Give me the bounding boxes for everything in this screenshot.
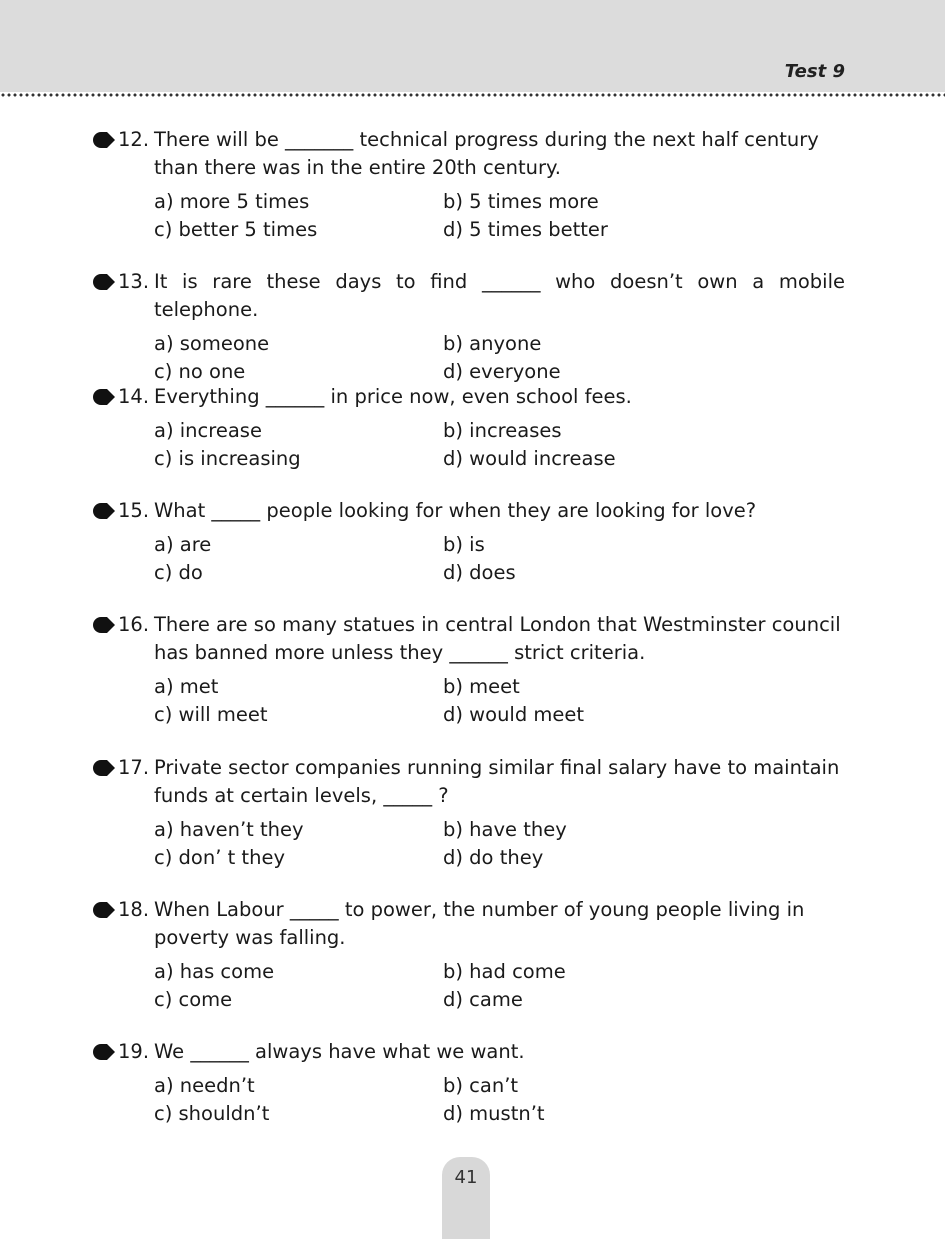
option-a[interactable]: a) needn’t (154, 1074, 255, 1097)
option-b[interactable]: b) is (443, 533, 485, 556)
page-header (0, 0, 945, 92)
question-16 (90, 611, 845, 729)
page-number-tab (442, 1157, 490, 1239)
option-a[interactable]: a) someone (154, 332, 270, 355)
question-text-line: 18. When Labour _____ to power, the number of young people living in (90, 896, 845, 924)
question-number: 16. (118, 613, 150, 636)
question-text-line: 14. Everything ______ in price now, even school fees. (90, 383, 845, 411)
arrow-right-icon (92, 502, 116, 520)
option-a[interactable]: a) are (154, 533, 212, 556)
option-d[interactable]: d) 5 times better (443, 218, 608, 241)
option-c[interactable]: c) will meet (154, 703, 268, 726)
dotted-divider (0, 91, 945, 99)
option-d[interactable]: d) came (443, 988, 523, 1011)
question-text-line: 19. We ______ always have what we want. (90, 1038, 845, 1066)
question-text-line: than there was in the entire 20th century. (154, 156, 562, 179)
option-c[interactable]: c) don’ t they (154, 846, 285, 869)
options (90, 531, 845, 587)
arrow-right-icon (92, 759, 116, 777)
option-c[interactable]: c) is increasing (154, 447, 301, 470)
question-number: 18. (118, 898, 150, 921)
option-c[interactable]: c) come (154, 988, 233, 1011)
question-text-line: poverty was falling. (154, 926, 346, 949)
options (90, 673, 845, 729)
option-b[interactable]: b) can’t (443, 1074, 519, 1097)
question-text-line: funds at certain levels, _____ ? (154, 784, 449, 807)
option-b[interactable]: b) had come (443, 960, 566, 983)
test-label: Test 9 (784, 61, 845, 82)
question-12 (90, 126, 845, 244)
option-c[interactable]: c) no one (154, 360, 246, 383)
option-d[interactable]: d) would increase (443, 447, 616, 470)
question-13 (90, 268, 845, 386)
arrow-right-icon (92, 273, 116, 291)
option-d[interactable]: d) do they (443, 846, 544, 869)
arrow-right-icon (92, 131, 116, 149)
question-number: 15. (118, 499, 150, 522)
option-c[interactable]: c) shouldn’t (154, 1102, 270, 1125)
question-17 (90, 754, 845, 872)
question-18 (90, 896, 845, 1014)
options (90, 958, 845, 1014)
options (90, 816, 845, 872)
option-a[interactable]: a) has come (154, 960, 275, 983)
option-b[interactable]: b) 5 times more (443, 190, 599, 213)
option-c[interactable]: c) better 5 times (154, 218, 318, 241)
option-d[interactable]: d) would meet (443, 703, 585, 726)
arrow-right-icon (92, 616, 116, 634)
question-number: 19. (118, 1040, 150, 1063)
options (90, 188, 845, 244)
question-text-line: has banned more unless they ______ strict criteria. (154, 641, 646, 664)
option-b[interactable]: b) anyone (443, 332, 542, 355)
question-number: 13. (118, 270, 150, 293)
option-b[interactable]: b) meet (443, 675, 520, 698)
question-text-line: 17. Private sector companies running similar final salary have to maintain (90, 754, 845, 782)
question-15 (90, 497, 845, 587)
option-c[interactable]: c) do (154, 561, 203, 584)
option-a[interactable]: a) haven’t they (154, 818, 304, 841)
question-text-line: 15. What _____ people looking for when they are looking for love? (90, 497, 845, 525)
option-a[interactable]: a) more 5 times (154, 190, 310, 213)
arrow-right-icon (92, 901, 116, 919)
question-19 (90, 1038, 845, 1128)
question-number: 14. (118, 385, 150, 408)
question-number: 17. (118, 756, 150, 779)
option-b[interactable]: b) increases (443, 419, 562, 442)
options (90, 330, 845, 386)
arrow-right-icon (92, 388, 116, 406)
question-text-line: 13. It is rare these days to find ______ who doesn’t own a mobile telephone. (90, 268, 845, 324)
option-b[interactable]: b) have they (443, 818, 567, 841)
arrow-right-icon (92, 1043, 116, 1061)
question-text-line: 16. There are so many statues in central London that Westminster council (90, 611, 845, 639)
options (90, 1072, 845, 1128)
option-a[interactable]: a) met (154, 675, 219, 698)
option-d[interactable]: d) everyone (443, 360, 561, 383)
option-d[interactable]: d) does (443, 561, 516, 584)
question-number: 12. (118, 128, 150, 151)
page-number: 41 (454, 1167, 478, 1188)
options (90, 417, 845, 473)
question-text-line: 12. There will be _______ technical progress during the next half century (90, 126, 845, 154)
option-d[interactable]: d) mustn’t (443, 1102, 545, 1125)
option-a[interactable]: a) increase (154, 419, 262, 442)
question-14 (90, 383, 845, 473)
